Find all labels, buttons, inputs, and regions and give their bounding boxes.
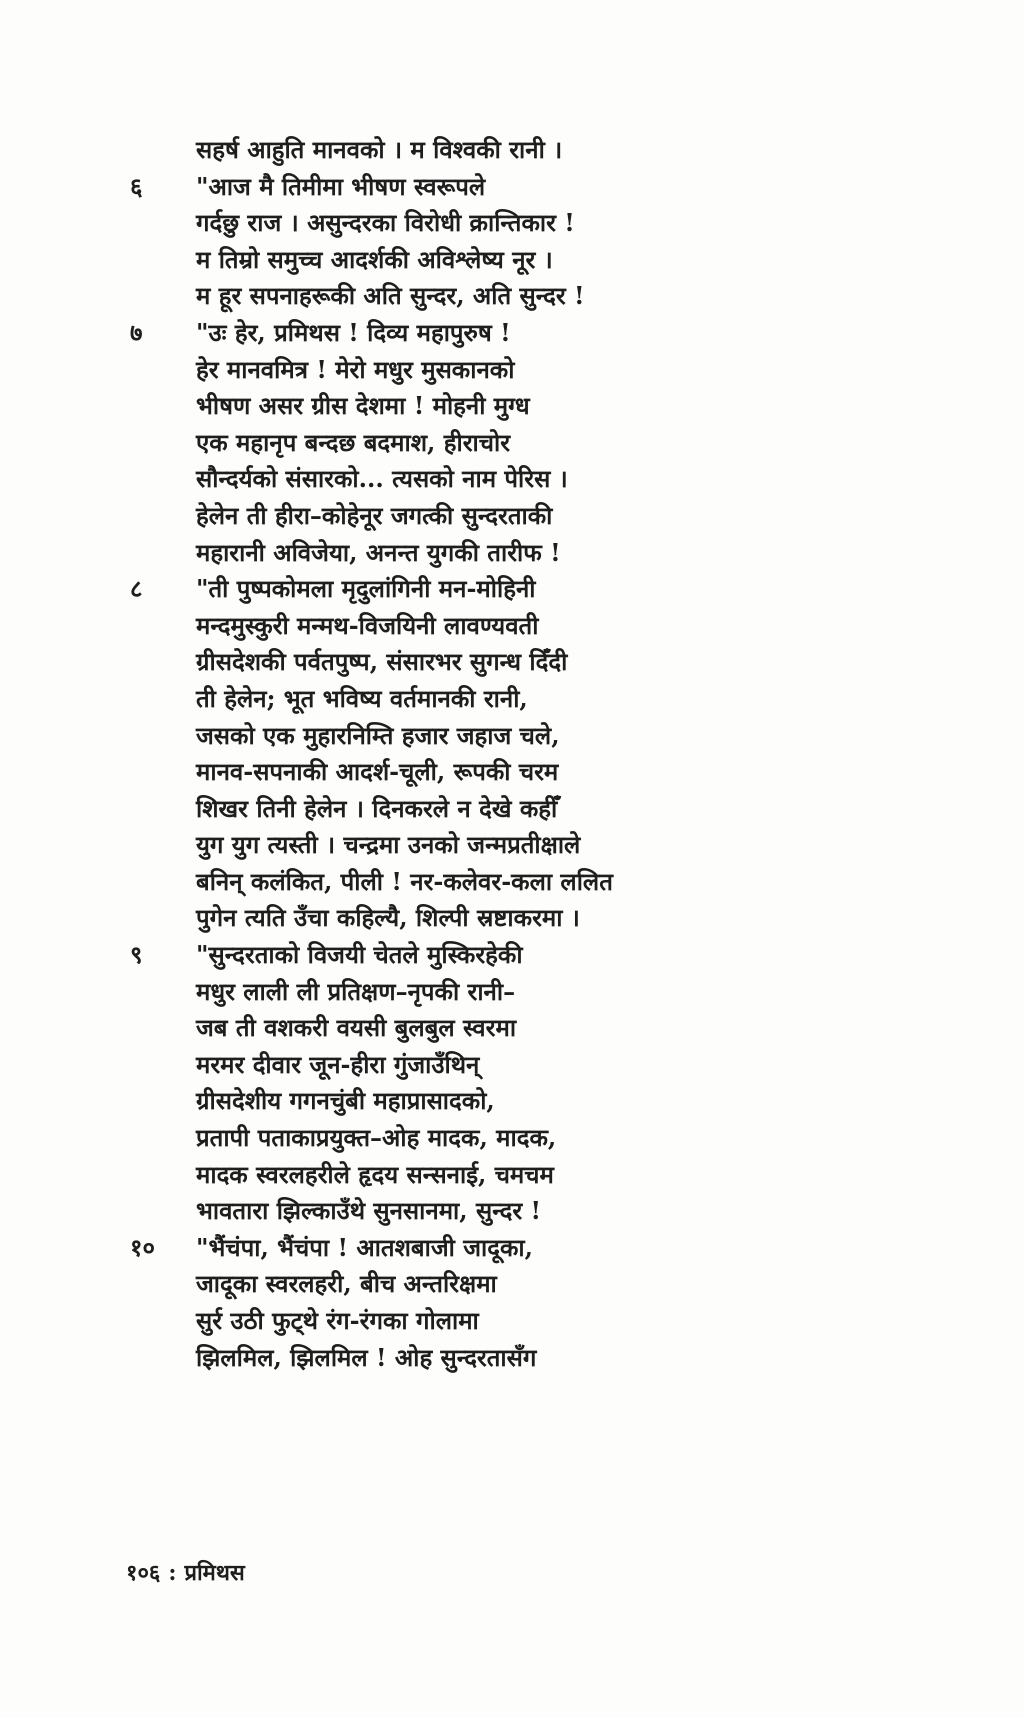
poem-line-text: मन्दमुस्कुरी मन्मथ-विजयिनी लावण्यवती xyxy=(196,610,539,640)
stanza-number: ९ xyxy=(130,940,143,970)
poem-line-text: सहर्ष आहुति मानवको । म विश्वकी रानी । xyxy=(196,135,563,164)
poem-line xyxy=(126,1010,986,1047)
poem-line-text: सौन्दर्यको संसारको... त्यसको नाम पेरिस । xyxy=(196,464,568,494)
poem-line-text: मानव-सपनाकी आदर्श-चूली, रूपकी चरम xyxy=(196,757,559,787)
poem-line-text: हेलेन ती हीरा–कोहेनूर जगत्की सुन्दरताकी xyxy=(196,500,553,530)
poem-line-text: शिखर तिनी हेलेन । दिनकरले न देखे कहीँ xyxy=(196,793,558,823)
poem-line xyxy=(126,1083,986,1120)
poem-line xyxy=(126,718,986,755)
stanza-number: ६ xyxy=(130,171,143,201)
poem-line xyxy=(126,205,986,242)
poem-line-text: ती हेलेन; भूत भविष्य वर्तमानकी रानी, xyxy=(196,683,528,713)
poem-line xyxy=(126,937,986,974)
poem-line-text: मादक स्वरलहरीले हृदय सन्सनाई, चमचम xyxy=(196,1159,554,1189)
poem-line xyxy=(126,535,986,572)
poem-line xyxy=(126,1120,986,1157)
page-number: १०६ xyxy=(126,1560,161,1586)
poem-line-text: भावतारा झिल्काउँथे सुनसानमा, सुन्दर ! xyxy=(196,1196,542,1226)
poem-line xyxy=(126,388,986,425)
poem-line xyxy=(126,1047,986,1084)
poem-line xyxy=(126,1303,986,1340)
poem-line xyxy=(126,571,986,608)
poem-line-text: ग्रीसदेशकी पर्वतपुष्प, संसारभर सुगन्ध दिँदी xyxy=(196,647,568,677)
poem-line-text: युग युग त्यस्ती । चन्द्रमा उनको जन्मप्रतीक्षाले xyxy=(196,830,581,860)
poem-line xyxy=(126,791,986,828)
poem-line-text: महारानी अविजेया, अनन्त युगकी तारीफ ! xyxy=(196,537,561,567)
poem-line-text: ग्रीसदेशीय गगनचुंबी महाप्रासादको, xyxy=(196,1086,495,1116)
poem-line xyxy=(126,1157,986,1194)
page-footer xyxy=(126,1557,245,1587)
poem-line-text: पुगेन त्यति उँचा कहिल्यै, शिल्पी स्रष्टाकरमा । xyxy=(196,903,580,933)
poem-line xyxy=(126,352,986,389)
poem-line-text: हेर मानवमित्र ! मेरो मधुर मुसकानको xyxy=(196,354,515,384)
poem-line-text: "भैंचंपा, भैंचंपा ! आतशबाजी जादूका, xyxy=(196,1232,533,1262)
poem-line-text: जब ती वशकरी वयसी बुलबुल स्वरमा xyxy=(196,1013,517,1043)
poem-line-text: प्रतापी पताकाप्रयुक्त–ओह मादक, मादक, xyxy=(196,1123,557,1153)
poem-line-text: बनिन् कलंकित, पीली ! नर-कलेवर-कला ललित xyxy=(196,866,613,896)
poem-line xyxy=(126,1340,986,1377)
stanza-number: १० xyxy=(130,1232,155,1262)
poem-line xyxy=(126,498,986,535)
poem-line-text: "ती पुष्पकोमला मृदुलांगिनी मन-मोहिनी xyxy=(196,574,536,604)
poem-line-text: मधुर लाली ली प्रतिक्षण–नृपकी रानी– xyxy=(196,976,516,1006)
poem-line xyxy=(126,827,986,864)
stanza-number: ८ xyxy=(130,574,143,604)
poem-line xyxy=(126,315,986,352)
poem-line-text: मरमर दीवार जून-हीरा गुंजाउँथिन् xyxy=(196,1049,480,1079)
poem-line-text: एक महानृप बन्दछ बदमाश, हीराचोर xyxy=(196,427,511,457)
poem-line-text: भीषण असर ग्रीस देशमा ! मोहनी मुग्ध xyxy=(196,391,530,421)
poem-line xyxy=(126,644,986,681)
poem-line xyxy=(126,461,986,498)
poem-line-text: म तिम्रो समुच्च आदर्शकी अविश्लेष्य नूर । xyxy=(196,244,553,274)
footer-separator: : xyxy=(168,1560,177,1586)
poem-line xyxy=(126,132,986,169)
poem-line-text: "आज मै तिमीमा भीषण स्वरूपले xyxy=(196,171,486,201)
poem-line-text: "उः हेर, प्रमिथस ! दिव्य महापुरुष ! xyxy=(196,317,511,347)
poem-line-text: जादूका स्वरलहरी, बीच अन्तरिक्षमा xyxy=(196,1269,497,1299)
poem-line xyxy=(126,608,986,645)
poem-line xyxy=(126,278,986,315)
poem-text xyxy=(126,132,986,1376)
poem-line xyxy=(126,864,986,901)
poem-line xyxy=(126,681,986,718)
poem-line-text: सुर्र उठी फुट्थे रंग-रंगका गोलामा xyxy=(196,1306,479,1335)
poem-line xyxy=(126,1266,986,1303)
poem-line-text: झिलमिल, झिलमिल ! ओह सुन्दरतासँग xyxy=(196,1342,537,1372)
book-title: प्रमिथस xyxy=(184,1560,245,1586)
poem-line-text: "सुन्दरताको विजयी चेतले मुस्किरहेकी xyxy=(196,940,523,970)
poem-line xyxy=(126,900,986,937)
poem-line xyxy=(126,1230,986,1267)
poem-line-text: म हूर सपनाहरूकी अति सुन्दर, अति सुन्दर ! xyxy=(196,281,585,311)
poem-line xyxy=(126,425,986,462)
poem-line xyxy=(126,974,986,1011)
poem-line xyxy=(126,1193,986,1230)
stanza-number: ७ xyxy=(130,317,143,347)
poem-line xyxy=(126,169,986,206)
poem-line xyxy=(126,242,986,279)
poem-line-text: जसको एक मुहारनिम्ति हजार जहाज चले, xyxy=(196,720,560,750)
poem-line xyxy=(126,754,986,791)
poem-line-text: गर्दछु राज । असुन्दरका विरोधी क्रान्तिकार ! xyxy=(196,208,575,238)
